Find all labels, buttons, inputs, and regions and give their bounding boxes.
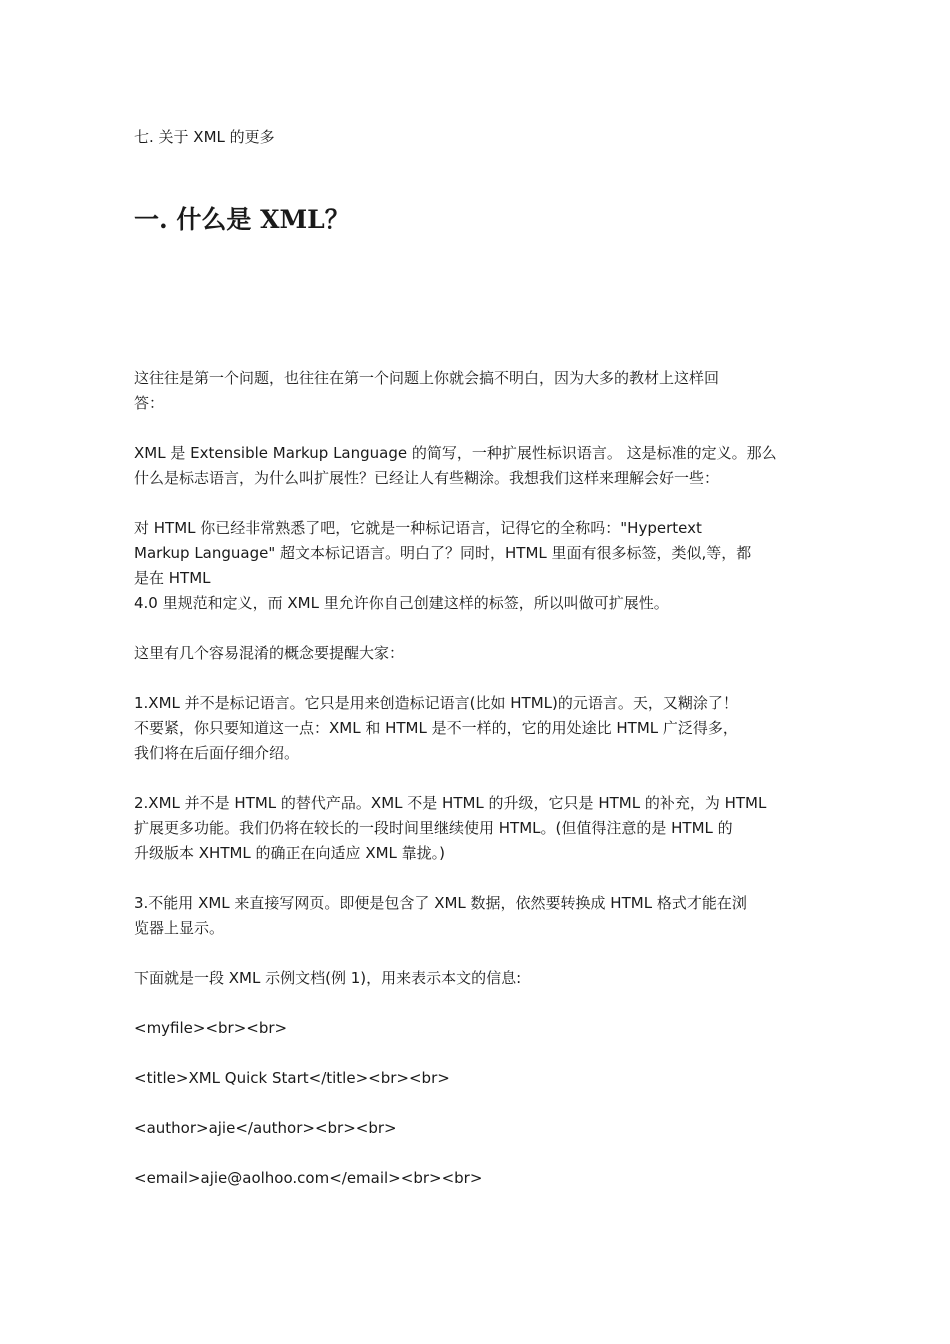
text-line: 这里有几个容易混淆的概念要提醒大家： xyxy=(134,644,405,662)
code-line: <author>ajie</author><br><br> xyxy=(134,1119,397,1137)
text-line: 答： xyxy=(134,394,165,412)
text-line: 什么是标志语言，为什么叫扩展性？已经让人有些糊涂。我想我们这样来理解会好一些： xyxy=(134,469,720,487)
text-line: 我们将在后面仔细介绍。 xyxy=(134,744,300,762)
code-line: <email>ajie@aolhoo.com</email><br><br> xyxy=(134,1169,483,1187)
paragraph xyxy=(134,691,804,766)
text-line: 对 HTML 你已经非常熟悉了吧，它就是一种标记语言，记得它的全称吗："Hypertext xyxy=(134,519,702,537)
text-line: 升级版本 XHTML 的确正在向适应 XML 靠拢。) xyxy=(134,844,446,862)
page-title: 一. 什么是 XML？ xyxy=(134,205,350,234)
text-line: Markup Language" 超文本标记语言。明白了？同时，HTML 里面有很多标签，类似,等，都 xyxy=(134,544,752,562)
section-label: 七. 关于 XML 的更多 xyxy=(134,128,275,146)
document-body xyxy=(134,366,804,1216)
code-line: <title>XML Quick Start</title><br><br> xyxy=(134,1069,450,1087)
paragraph xyxy=(134,516,804,616)
paragraph xyxy=(134,641,804,666)
text-line: 扩展更多功能。我们仍将在较长的一段时间里继续使用 HTML。(但值得注意的是 HTML 的 xyxy=(134,819,733,837)
code-line: <myfile><br><br> xyxy=(134,1019,288,1037)
text-line: 2.XML 并不是 HTML 的替代产品。XML 不是 HTML 的升级，它只是 HTML 的补充，为 HTML xyxy=(134,794,767,812)
xml-example-code xyxy=(134,1016,804,1191)
text-line: 3.不能用 XML 来直接写网页。即便是包含了 XML 数据，依然要转换成 HTML 格式才能在浏 xyxy=(134,894,747,912)
text-line: 下面就是一段 XML 示例文档(例 1)，用来表示本文的信息: xyxy=(134,969,522,987)
paragraph xyxy=(134,966,804,991)
text-line: XML 是 Extensible Markup Language 的简写，一种扩展性标识语言。 这是标准的定义。那么 xyxy=(134,444,777,462)
paragraph xyxy=(134,441,804,491)
text-line: 览器上显示。 xyxy=(134,919,225,937)
paragraph xyxy=(134,791,804,866)
text-line: 这往往是第一个问题，也往往在第一个问题上你就会搞不明白，因为大多的教材上这样回 xyxy=(134,369,720,387)
text-line: 4.0 里规范和定义，而 XML 里允许你自己创建这样的标签，所以叫做可扩展性。 xyxy=(134,594,669,612)
text-line: 是在 HTML xyxy=(134,569,211,587)
paragraph xyxy=(134,366,804,416)
text-line: 1.XML 并不是标记语言。它只是用来创造标记语言(比如 HTML)的元语言。天，又糊涂了！ xyxy=(134,694,738,712)
text-line: 不要紧，你只要知道这一点：XML 和 HTML 是不一样的，它的用处途比 HTML 广泛得多， xyxy=(134,719,738,737)
paragraph xyxy=(134,891,804,941)
